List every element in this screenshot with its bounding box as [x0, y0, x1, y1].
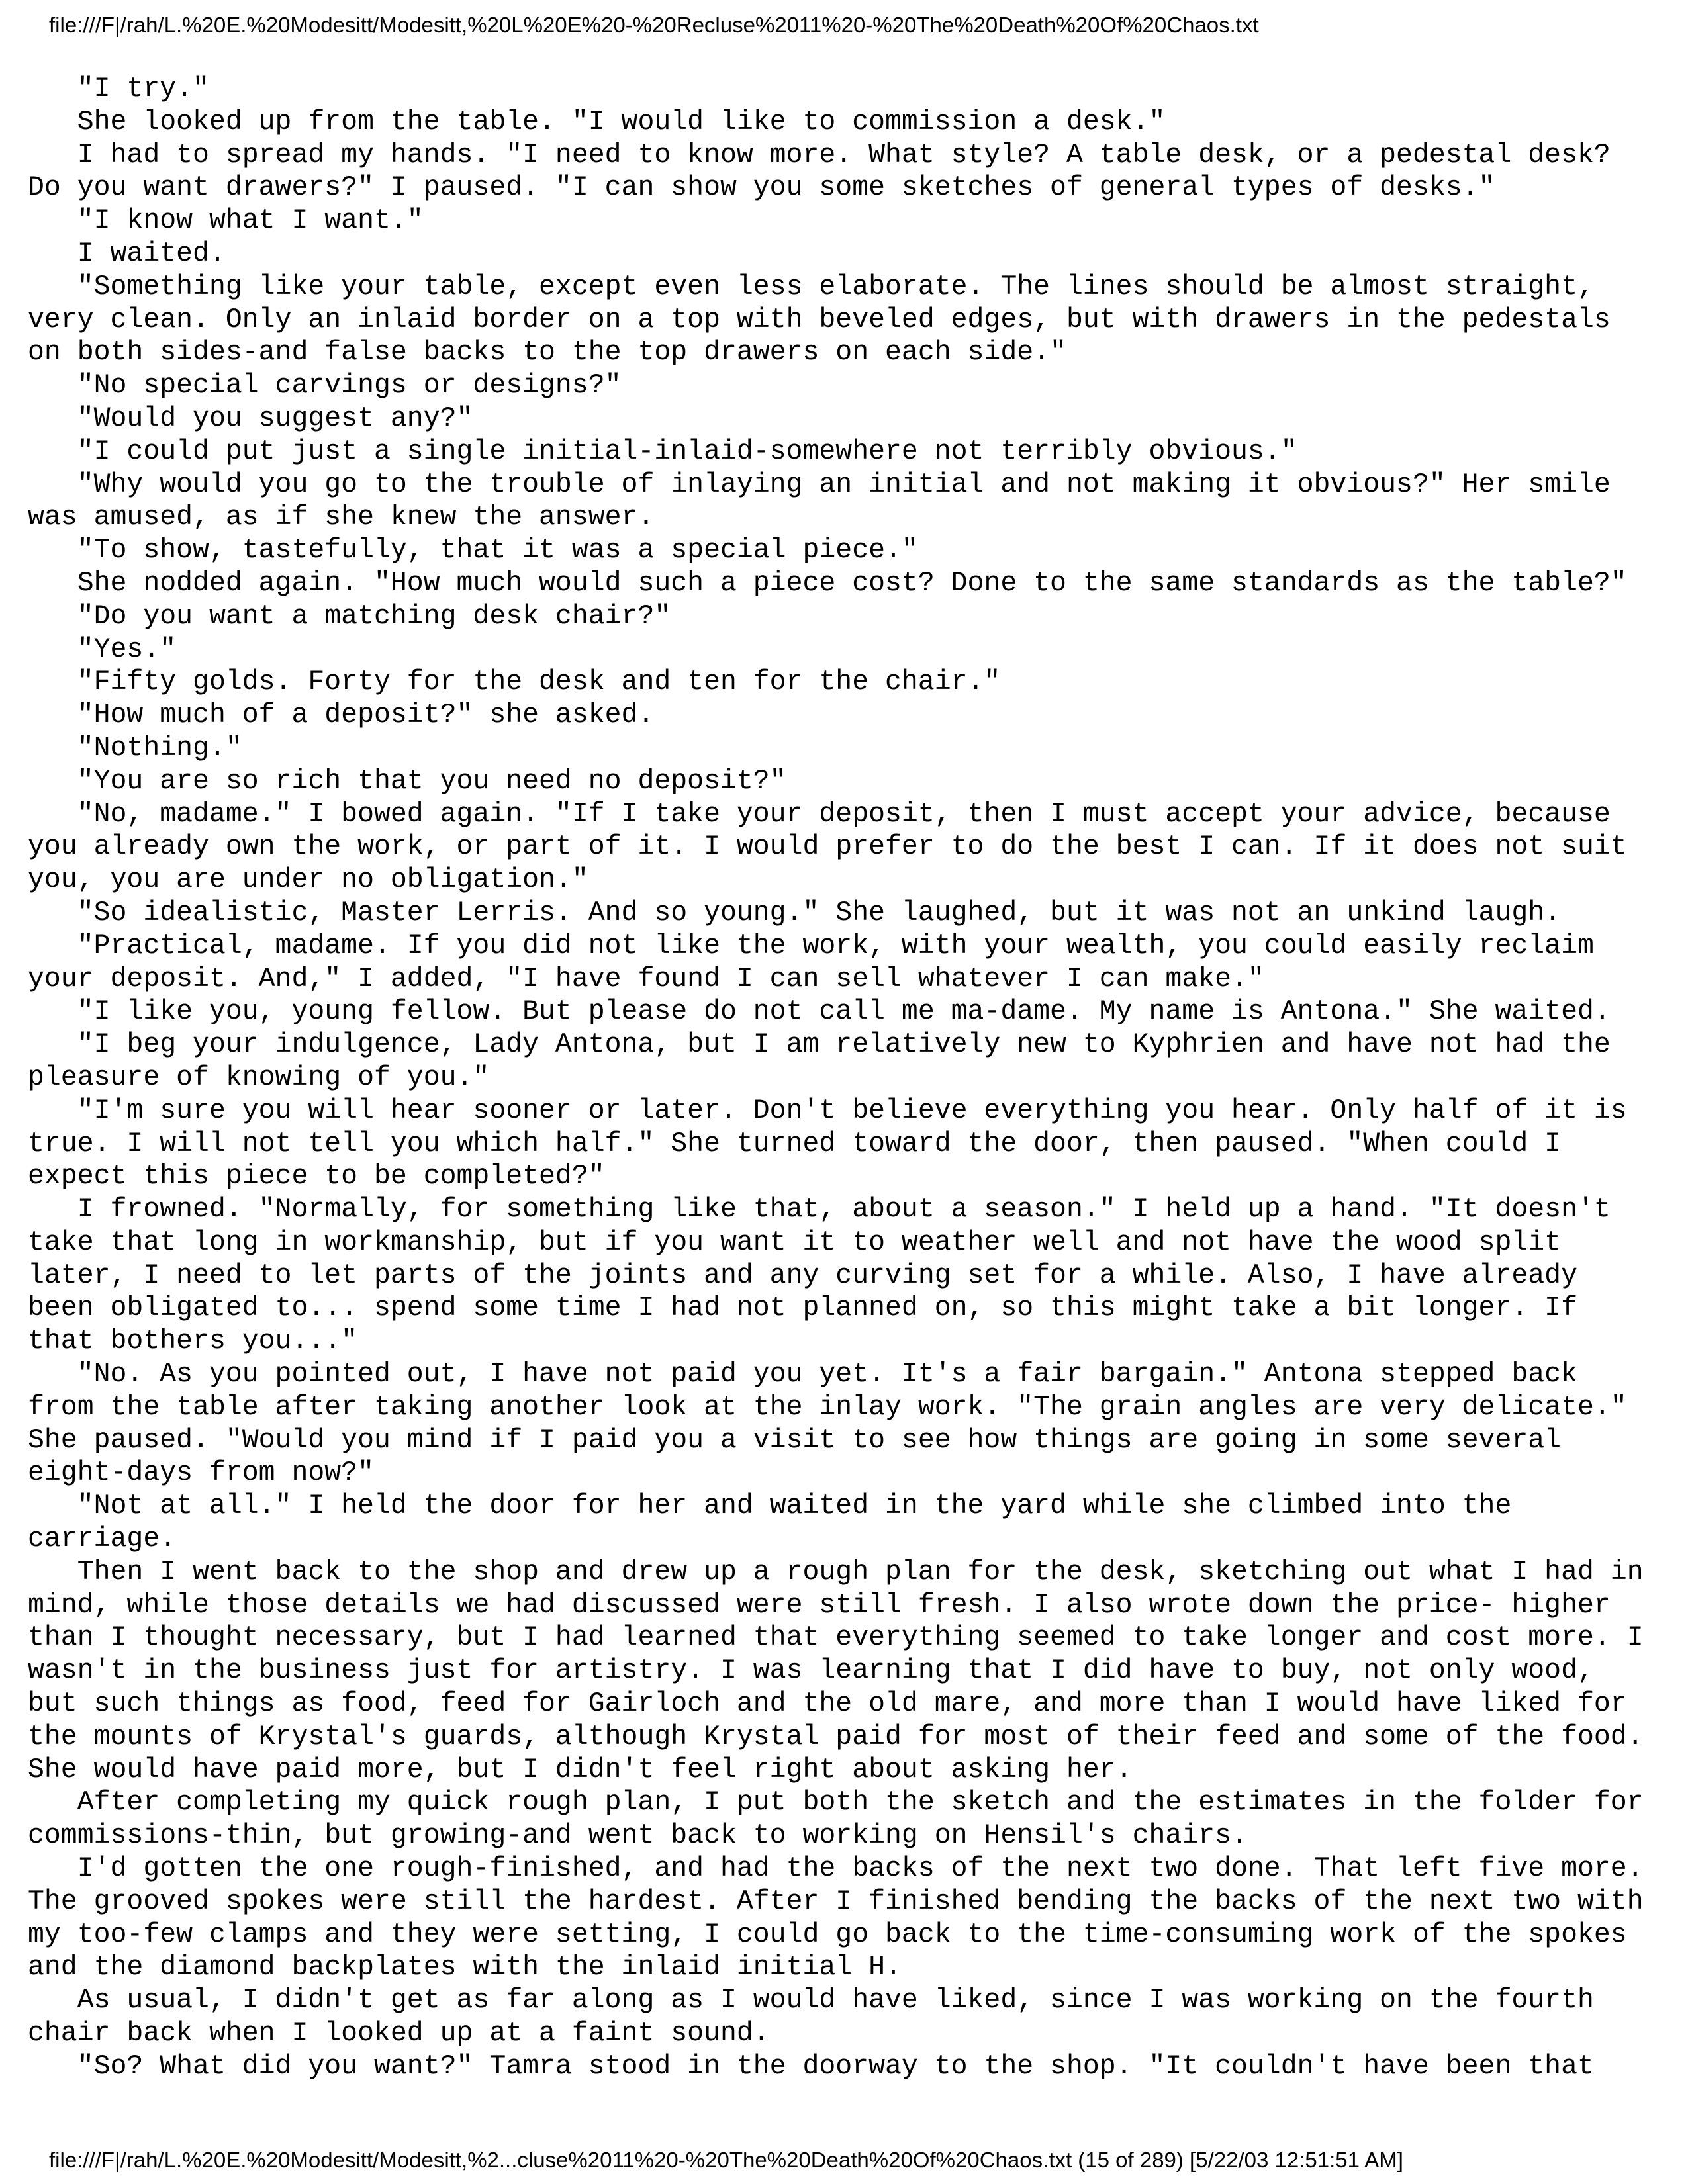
text-line: mind, while those details we had discussed were still fresh. I also wrote down the price- higher: [28, 1589, 1611, 1621]
text-line: She paused. "Would you mind if I paid you a visit to see how things are going in some several: [28, 1424, 1562, 1456]
text-line: the mounts of Krystal's guards, although Krystal paid for most of their feed and some of the food.: [28, 1721, 1644, 1752]
text-line: than I thought necessary, but I had learned that everything seemed to take longer and cost more. I: [28, 1622, 1644, 1654]
text-line: "I could put just a single initial-inlaid-somewhere not terribly obvious.": [28, 435, 1297, 467]
text-line: you already own the work, or part of it. I would prefer to do the best I can. If it does not suit: [28, 831, 1627, 863]
text-line: carriage.: [28, 1524, 177, 1555]
text-line: true. I will not tell you which half." She turned toward the door, then paused. "When could I: [28, 1128, 1562, 1160]
text-line: "Something like your table, except even less elaborate. The lines should be almost straight,: [28, 271, 1594, 302]
text-line: I'd gotten the one rough-finished, and had the backs of the next two done. That left five more.: [28, 1853, 1644, 1885]
text-line: "How much of a deposit?" she asked.: [28, 700, 655, 731]
text-line: As usual, I didn't get as far along as I would have liked, since I was working on the fourth: [28, 1985, 1594, 2017]
text-line: "So? What did you want?" Tamra stood in the doorway to the shop. "It couldn't have been that: [28, 2050, 1594, 2082]
text-line: "Nothing.": [28, 732, 242, 764]
text-line: eight-days from now?": [28, 1457, 374, 1489]
text-line: but such things as food, feed for Gairloch and the old mare, and more than I would have liked for: [28, 1688, 1627, 1720]
text-line: pleasure of knowing of you.": [28, 1062, 490, 1093]
text-line: my too-few clamps and they were setting, I could go back to the time-consuming work of the spokes: [28, 1919, 1627, 1950]
text-line: "I'm sure you will hear sooner or later. Don't believe everything you hear. Only half of it is: [28, 1095, 1627, 1126]
text-line: your deposit. And," I added, "I have found I can sell whatever I can make.": [28, 963, 1264, 995]
text-line: "No. As you pointed out, I have not paid you yet. It's a fair bargain." Antona stepped back: [28, 1359, 1577, 1390]
text-line: I had to spread my hands. "I need to know more. What style? A table desk, or a pedestal desk?: [28, 139, 1611, 171]
text-line: "No, madame." I bowed again. "If I take your deposit, then I must accept your advice, because: [28, 798, 1611, 830]
text-line: very clean. Only an inlaid border on a top with beveled edges, but with drawers in the pedestals: [28, 304, 1611, 336]
text-line: expect this piece to be completed?": [28, 1161, 605, 1193]
text-line: "Do you want a matching desk chair?": [28, 600, 671, 632]
text-line: "Practical, madame. If you did not like the work, with your wealth, you could easily reclaim: [28, 930, 1594, 962]
text-line: I frowned. "Normally, for something like that, about a season." I held up a hand. "It doesn't: [28, 1194, 1611, 1226]
text-line: She would have paid more, but I didn't feel right about asking her.: [28, 1754, 1133, 1786]
text-line: "So idealistic, Master Lerris. And so young." She laughed, but it was not an unkind laugh.: [28, 897, 1562, 929]
text-line: on both sides-and false backs to the top drawers on each side.": [28, 337, 1066, 369]
text-line: you, you are under no obligation.": [28, 864, 588, 896]
text-line: and the diamond backplates with the inlaid initial H.: [28, 1952, 902, 1983]
text-line: "I beg your indulgence, Lady Antona, but I am relatively new to Kyphrien and have not had the: [28, 1029, 1611, 1061]
text-line: "Would you suggest any?": [28, 402, 473, 434]
text-line: commissions-thin, but growing-and went back to working on Hensil's chairs.: [28, 1820, 1248, 1852]
file-path-header: file:///F|/rah/L.%20E.%20Modesitt/Modesitt,%20L%20E%20-%20Recluse%2011%20-%20The%20Death%20Of%20Chaos.txt: [49, 13, 1259, 37]
text-line: "You are so rich that you need no deposit?": [28, 765, 786, 797]
text-line: "Not at all." I held the door for her and waited in the yard while she climbed into the: [28, 1490, 1512, 1522]
text-line: "To show, tastefully, that it was a special piece.": [28, 535, 918, 567]
text-line: "No special carvings or designs?": [28, 370, 622, 402]
text-line: Then I went back to the shop and drew up a rough plan for the desk, sketching out what I had in: [28, 1556, 1644, 1588]
text-line: chair back when I looked up at a faint sound.: [28, 2018, 770, 2050]
text-line: "I like you, young fellow. But please do not call me ma-dame. My name is Antona." She waited.: [28, 996, 1611, 1028]
text-line: She looked up from the table. "I would like to commission a desk.": [28, 106, 1166, 138]
text-line: wasn't in the business just for artistry. I was learning that I did have to buy, not only wood,: [28, 1655, 1594, 1687]
text-line: "Yes.": [28, 633, 177, 665]
text-line: was amused, as if she knew the answer.: [28, 502, 655, 533]
text-line: "I try.": [28, 73, 209, 105]
text-line: been obligated to... spend some time I had not planned on, so this might take a bit longer. If: [28, 1293, 1577, 1324]
text-line: later, I need to let parts of the joints and any curving set for a while. Also, I have already: [28, 1259, 1577, 1291]
text-line: After completing my quick rough plan, I put both the sketch and the estimates in the folder for: [28, 1787, 1644, 1819]
text-line: The grooved spokes were still the hardest. After I finished bending the backs of the next two with: [28, 1886, 1644, 1917]
text-line: take that long in workmanship, but if you want it to weather well and not have the wood split: [28, 1226, 1562, 1258]
text-line: from the table after taking another look at the inlay work. "The grain angles are very delicate.": [28, 1391, 1627, 1423]
text-line: "Fifty golds. Forty for the desk and ten for the chair.": [28, 666, 1001, 698]
text-line: "I know what I want.": [28, 205, 424, 237]
text-line: She nodded again. "How much would such a piece cost? Done to the same standards as the table?": [28, 567, 1627, 599]
document-body: [28, 73, 1669, 2083]
text-line: "Why would you go to the trouble of inlaying an initial and not making it obvious?" Her smile: [28, 469, 1611, 500]
text-line: that bothers you...": [28, 1326, 358, 1357]
file-path-footer: file:///F|/rah/L.%20E.%20Modesitt/Modesitt,%2...cluse%2011%20-%20The%20Death%20Of%20Chaos.txt (15 of 289) [5/22/03 12:51:51 AM]: [49, 2148, 1403, 2172]
text-line: I waited.: [28, 238, 226, 269]
text-line: Do you want drawers?" I paused. "I can show you some sketches of general types of desks.": [28, 172, 1495, 204]
